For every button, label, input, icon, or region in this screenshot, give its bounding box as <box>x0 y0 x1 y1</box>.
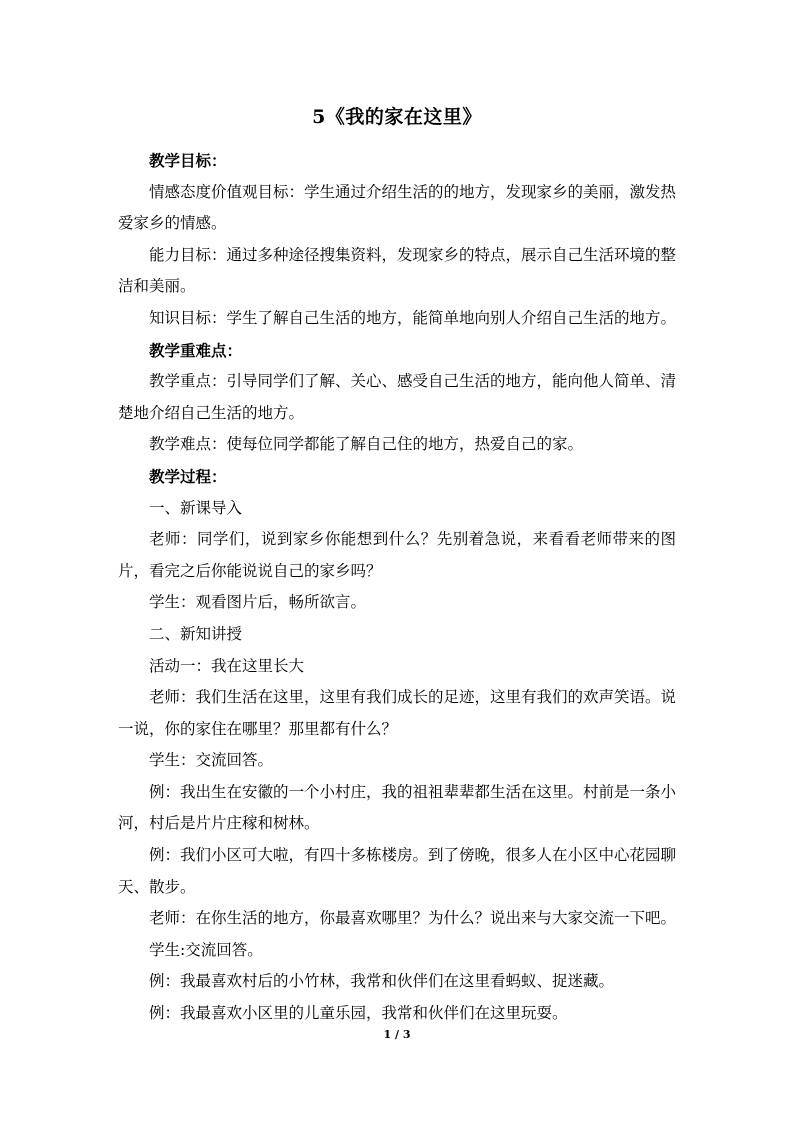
paragraph: 例：我出生在安徽的一个小村庄，我的祖祖辈辈都生活在这里。村前是一条小河，村后是片片庄稼和树林。 <box>118 782 677 833</box>
page-number: 1 / 3 <box>383 1028 411 1041</box>
paragraph: 二、新知讲授 <box>149 624 243 643</box>
paragraph: 一、新课导入 <box>149 498 243 517</box>
paragraph: 例：我们小区可大啦，有四十多栋楼房。到了傍晚，很多人在小区中心花园聊天、散步。 <box>118 846 677 896</box>
paragraph: 教学重点：引导同学们了解、关心、感受自己生活的地方，能向他人简单、清楚地介绍自己生活的地方。 <box>118 372 677 422</box>
paragraph: 学生：观看图片后，畅所欲言。 <box>149 593 367 612</box>
paragraph: 例：我最喜欢小区里的儿童乐园，我常和伙伴们在这里玩耍。 <box>149 1004 568 1023</box>
paragraph: 情感态度价值观目标：学生通过介绍生活的的地方，发现家乡的美丽，激发热爱家乡的情感。 <box>118 182 677 233</box>
paragraph: 老师：在你生活的地方，你最喜欢哪里？为什么？说出来与大家交流一下吧。 <box>149 909 677 928</box>
paragraph: 学生：交流回答。 <box>149 751 274 770</box>
paragraph-heading-teaching-process: 教学过程： <box>149 466 227 486</box>
paragraph: 知识目标：学生了解自己生活的地方，能简单地向别人介绍自己生活的地方。 <box>149 308 677 327</box>
paragraph: 学生:交流回答。 <box>149 940 263 959</box>
paragraph: 老师：我们生活在这里，这里有我们成长的足迹，这里有我们的欢声笑语。说一说，你的家住在哪里？那里都有什么？ <box>118 688 677 738</box>
paragraph: 活动一：我在这里长大 <box>149 656 305 675</box>
paragraph: 老师：同学们，说到家乡你能想到什么？先别着急说，来看看老师带来的图片，看完之后你能说说自己的家乡吗？ <box>118 530 676 580</box>
paragraph-heading-key-points: 教学重难点： <box>149 340 243 360</box>
paragraph-heading-teaching-goals: 教学目标： <box>149 151 227 170</box>
paragraph: 能力目标：通过多种途径搜集资料，发现家乡的特点，展示自己生活环境的整洁和美丽。 <box>118 245 677 296</box>
document-title: 5《我的家在这里》 <box>312 106 482 128</box>
paragraph: 教学难点：使每位同学都能了解自己住的地方，热爱自己的家。 <box>149 435 584 454</box>
paragraph: 例：我最喜欢村后的小竹林，我常和伙伴们在这里看蚂蚁、捉迷藏。 <box>149 972 615 991</box>
document-body <box>118 145 676 1030</box>
